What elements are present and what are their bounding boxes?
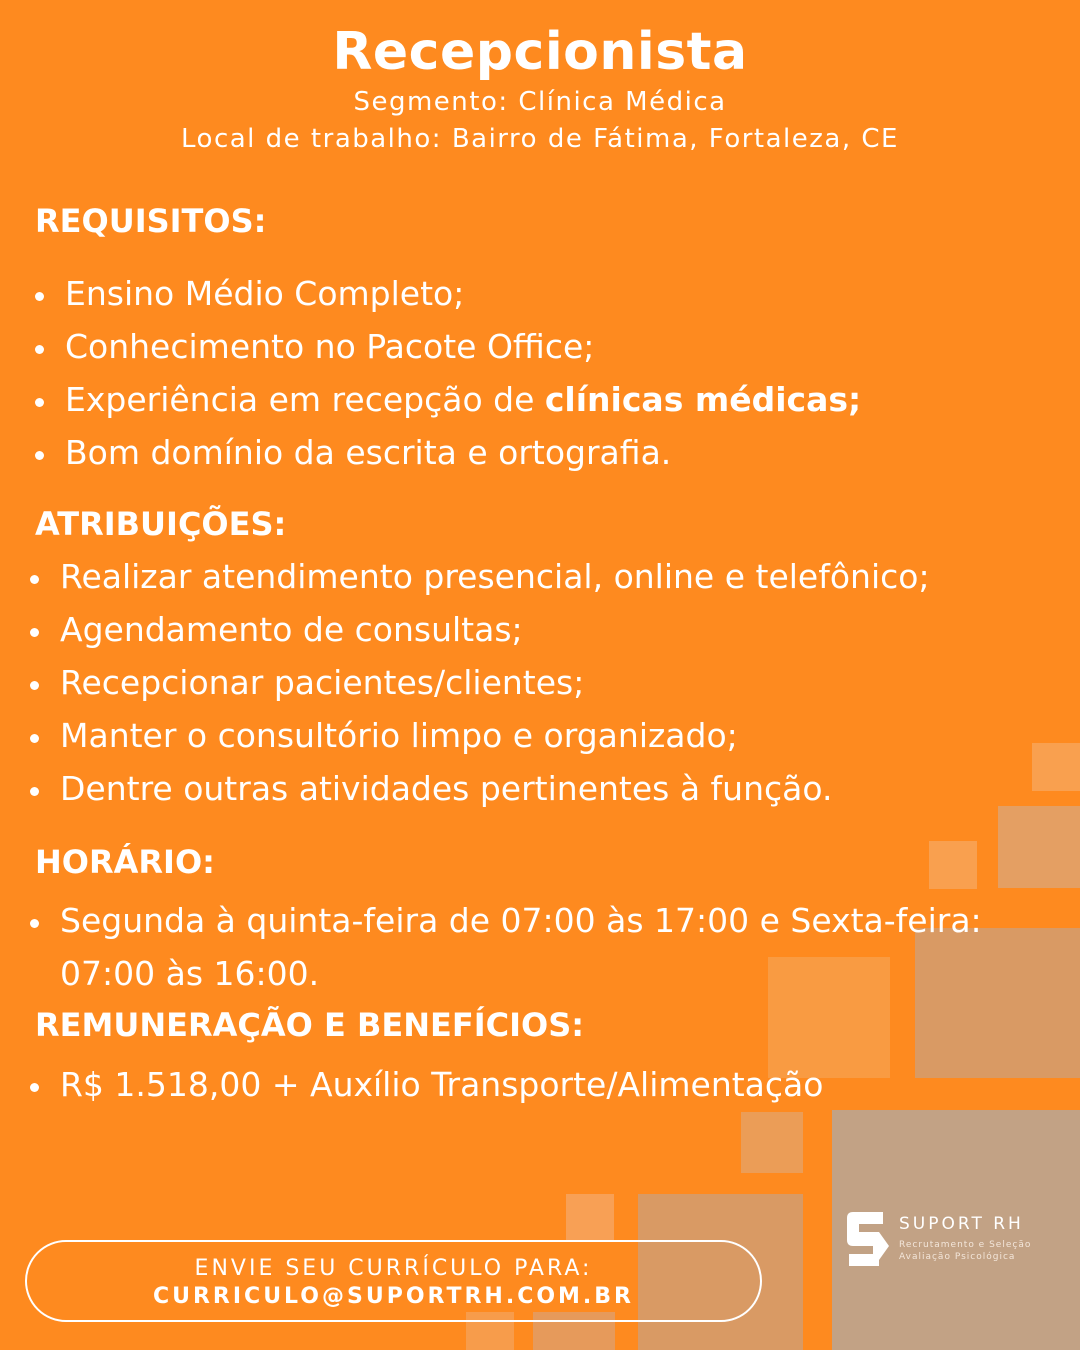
suport-rh-logo (845, 1210, 1065, 1272)
logo-tagline: Recrutamento e Seleção (899, 1240, 1032, 1250)
send-cv-box (25, 1240, 762, 1322)
logo-name: SUPORT RH (899, 1214, 1024, 1234)
bold-highlight: clínicas médicas; (544, 380, 862, 419)
segment-text: Segmento: Clínica Médica (353, 87, 727, 117)
list-item: Recepcionar pacientes/clientes; (30, 656, 930, 709)
list-item: Realizar atendimento presencial, online e telefônico; (30, 550, 930, 603)
atribuicoes-list (30, 550, 930, 815)
job-title: Recepcionista (332, 22, 748, 82)
list-item: Segunda à quinta-feira de 07:00 às 17:00 e Sexta-feira: 07:00 às 16:00. (30, 894, 982, 1000)
list-item: R$ 1.518,00 + Auxílio Transporte/Alimentação (30, 1058, 823, 1111)
horario-list (30, 894, 982, 1000)
remuneracao-list (30, 1058, 823, 1111)
list-item: Manter o consultório limpo e organizado; (30, 709, 930, 762)
list-item: Bom domínio da escrita e ortografia. (35, 426, 861, 479)
decor-square (741, 1112, 803, 1173)
list-item: Ensino Médio Completo; (35, 267, 861, 320)
decor-square (929, 841, 977, 889)
list-item: Agendamento de consultas; (30, 603, 930, 656)
decor-square (566, 1194, 614, 1242)
decor-square (998, 806, 1080, 888)
logo-tagline: Avaliação Psicológica (899, 1252, 1016, 1262)
list-item: Dentre outras atividades pertinentes à função. (30, 762, 930, 815)
atribuicoes-heading: ATRIBUIÇÕES: (35, 505, 287, 543)
decor-square (1032, 743, 1080, 791)
list-item: Conhecimento no Pacote Office; (35, 320, 861, 373)
s-arrow-logo-icon (845, 1210, 891, 1268)
location-text: Local de trabalho: Bairro de Fátima, Fortaleza, CE (181, 124, 899, 154)
remuneracao-heading: REMUNERAÇÃO E BENEFÍCIOS: (35, 1006, 585, 1044)
cta-label: ENVIE SEU CURRÍCULO PARA: (194, 1256, 593, 1281)
horario-heading: HORÁRIO: (35, 843, 215, 881)
list-item: Experiência em recepção de clínicas médicas; (35, 373, 861, 426)
requisitos-heading: REQUISITOS: (35, 202, 267, 240)
requisitos-list (35, 267, 861, 479)
email-link[interactable]: CURRICULO@SUPORTRH.COM.BR (152, 1284, 635, 1309)
